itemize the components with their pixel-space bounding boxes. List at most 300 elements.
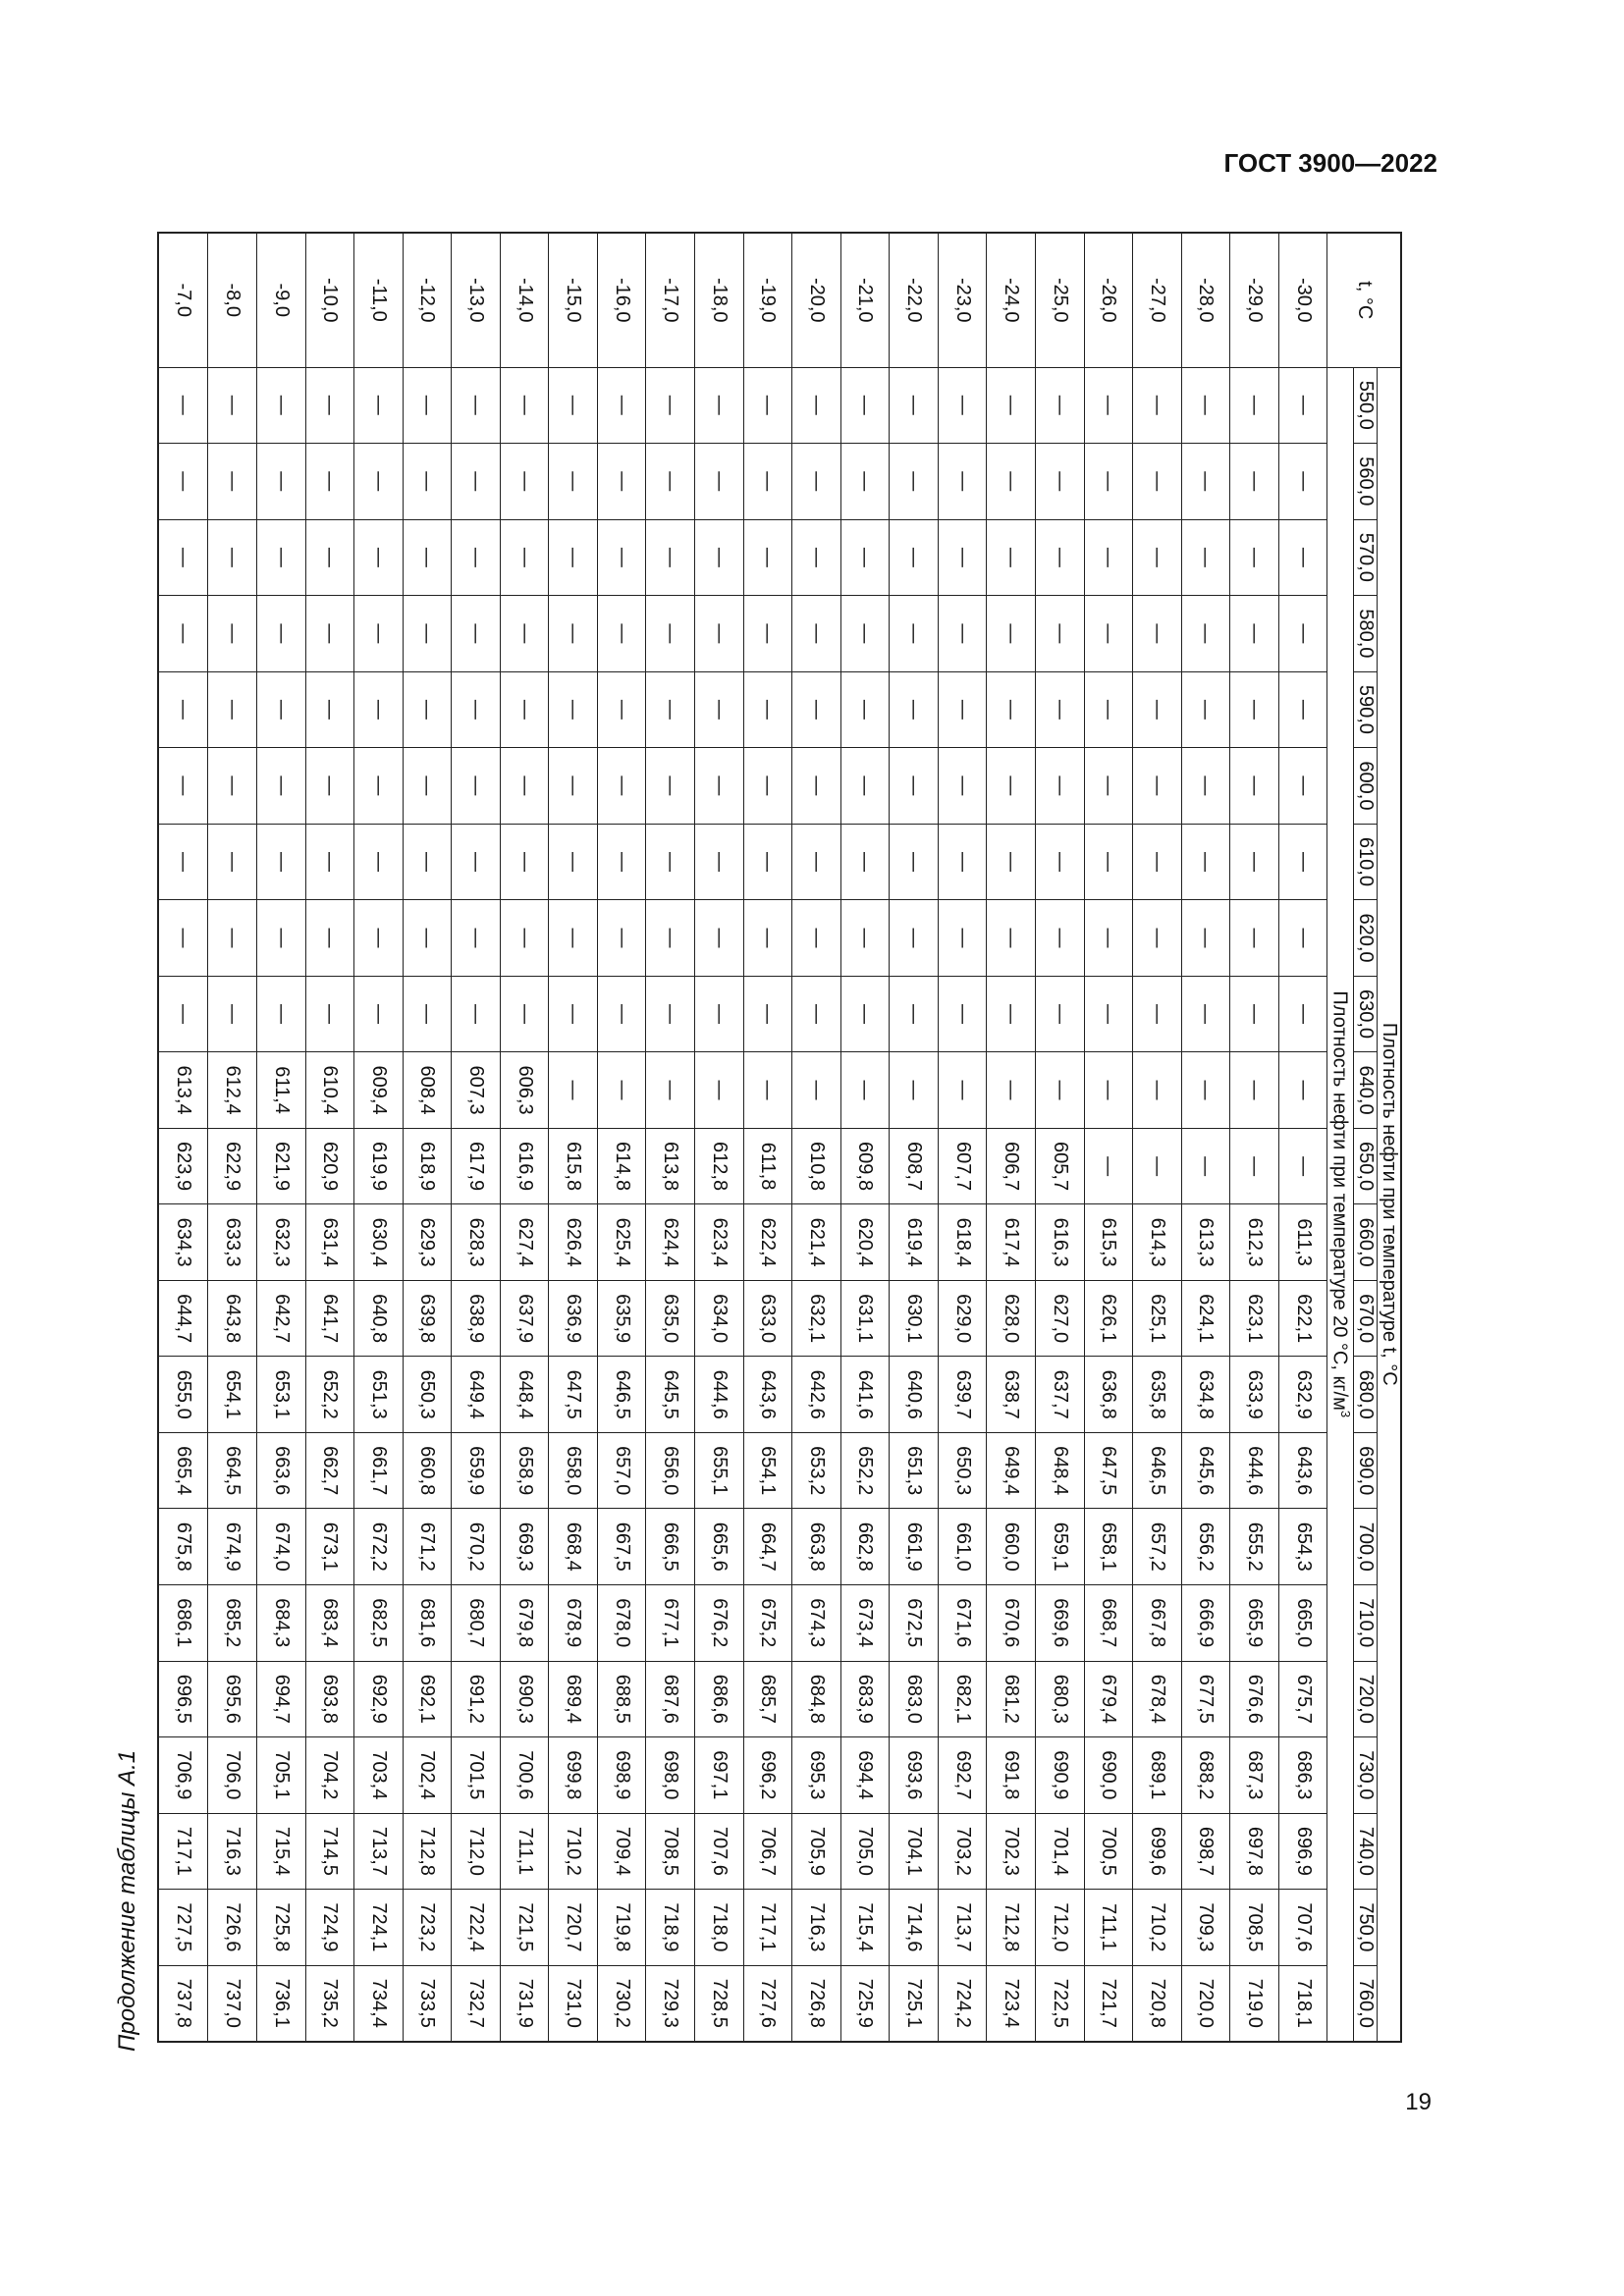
- density-cell: 671,6: [938, 1585, 987, 1662]
- table-row: [890, 233, 939, 2042]
- density-cell: —: [890, 824, 939, 900]
- density-cell: 653,2: [792, 1432, 841, 1509]
- density-cell: —: [403, 671, 452, 748]
- density-cell: —: [743, 596, 792, 672]
- density-cell: 618,9: [403, 1128, 452, 1204]
- density-cell: 605,7: [1035, 1128, 1084, 1204]
- density-cell: 617,9: [452, 1128, 501, 1204]
- density-cell: 635,0: [646, 1280, 695, 1357]
- table-row: [158, 233, 208, 2042]
- density-cell: 689,1: [1133, 1737, 1182, 1814]
- density-cell: —: [354, 748, 404, 825]
- density-cell: 728,5: [695, 1965, 744, 2042]
- density-cell: 633,3: [208, 1204, 257, 1281]
- density-cell: —: [1230, 748, 1279, 825]
- density-cell: —: [1230, 596, 1279, 672]
- table-row: [1278, 233, 1327, 2042]
- density-cell: 644,6: [1230, 1432, 1279, 1509]
- density-cell: —: [840, 1052, 890, 1129]
- density-column-header: 730,0: [1354, 1737, 1378, 1814]
- density-cell: 624,4: [646, 1204, 695, 1281]
- density-cell: 668,4: [549, 1509, 598, 1585]
- density-cell: 606,7: [987, 1128, 1036, 1204]
- density-cell: 637,9: [500, 1280, 549, 1357]
- density-cell: —: [743, 671, 792, 748]
- density-cell: —: [1035, 748, 1084, 825]
- temperature-cell: -30,0: [1278, 233, 1327, 367]
- density-cell: 692,1: [403, 1661, 452, 1737]
- density-cell: 716,3: [792, 1890, 841, 1966]
- density-cell: 722,4: [452, 1890, 501, 1966]
- density-cell: —: [158, 748, 208, 825]
- density-column-header: 670,0: [1354, 1280, 1378, 1357]
- density-cell: —: [403, 976, 452, 1052]
- density-cell: 679,4: [1084, 1661, 1133, 1737]
- density-cell: —: [1278, 367, 1327, 444]
- density-cell: 724,2: [938, 1965, 987, 2042]
- density-cell: 654,1: [208, 1357, 257, 1433]
- temperature-cell: -29,0: [1230, 233, 1279, 367]
- density-cell: —: [549, 1052, 598, 1129]
- density-cell: —: [549, 596, 598, 672]
- density-cell: 699,8: [549, 1737, 598, 1814]
- density-cell: —: [1035, 444, 1084, 520]
- density-cell: —: [597, 1052, 646, 1129]
- density-cell: —: [743, 824, 792, 900]
- density-cell: 615,3: [1084, 1204, 1133, 1281]
- density-cell: 635,8: [1133, 1357, 1182, 1433]
- density-cell: 630,1: [890, 1280, 939, 1357]
- density-cell: 678,4: [1133, 1661, 1182, 1737]
- density-cell: 683,0: [890, 1661, 939, 1737]
- density-cell: 613,4: [158, 1052, 208, 1129]
- density-cell: 658,1: [1084, 1509, 1133, 1585]
- density-cell: —: [158, 444, 208, 520]
- density-cell: —: [792, 900, 841, 977]
- temperature-cell: -22,0: [890, 233, 939, 367]
- density-cell: —: [1035, 824, 1084, 900]
- density-cell: —: [403, 596, 452, 672]
- density-cell: —: [840, 900, 890, 977]
- density-cell: 688,5: [597, 1661, 646, 1737]
- temperature-cell: -12,0: [403, 233, 452, 367]
- density-cell: —: [792, 824, 841, 900]
- density-cell: 634,3: [158, 1204, 208, 1281]
- density-cell: —: [305, 444, 354, 520]
- density-cell: —: [987, 900, 1036, 977]
- temperature-cell: -8,0: [208, 233, 257, 367]
- density-cell: —: [695, 671, 744, 748]
- density-cell: 670,6: [987, 1585, 1036, 1662]
- density-cell: —: [403, 900, 452, 977]
- density-cell: —: [1133, 671, 1182, 748]
- density-cell: —: [890, 367, 939, 444]
- density-cell: 620,4: [840, 1204, 890, 1281]
- density-cell: 714,5: [305, 1813, 354, 1890]
- density-column-header: 570,0: [1354, 519, 1378, 596]
- density-cell: 735,2: [305, 1965, 354, 2042]
- density-cell: —: [256, 444, 305, 520]
- density-cell: —: [987, 444, 1036, 520]
- density-cell: —: [208, 367, 257, 444]
- density-cell: 686,1: [158, 1585, 208, 1662]
- density-cell: 732,7: [452, 1965, 501, 2042]
- density-cell: 650,3: [938, 1432, 987, 1509]
- density-cell: 615,8: [549, 1128, 598, 1204]
- density-cell: 668,7: [1084, 1585, 1133, 1662]
- density-cell: —: [792, 748, 841, 825]
- density-cell: —: [500, 444, 549, 520]
- density-cell: 723,4: [987, 1965, 1036, 2042]
- density-cell: 657,2: [1133, 1509, 1182, 1585]
- table-row: [452, 233, 501, 2042]
- density-cell: —: [840, 976, 890, 1052]
- density-cell: —: [256, 900, 305, 977]
- density-cell: —: [549, 444, 598, 520]
- table-row: [646, 233, 695, 2042]
- density-cell: —: [792, 596, 841, 672]
- density-cell: —: [403, 444, 452, 520]
- density-cell: 707,6: [695, 1813, 744, 1890]
- density-cell: 722,5: [1035, 1965, 1084, 2042]
- density-cell: 613,3: [1181, 1204, 1230, 1281]
- density-cell: 725,9: [840, 1965, 890, 2042]
- density-cell: —: [158, 976, 208, 1052]
- density-cell: —: [987, 596, 1036, 672]
- density-cell: —: [646, 367, 695, 444]
- density-cell: 705,9: [792, 1813, 841, 1890]
- density-cell: —: [890, 519, 939, 596]
- density-cell: —: [1084, 444, 1133, 520]
- table-row: [256, 233, 305, 2042]
- density-cell: —: [1181, 444, 1230, 520]
- density-cell: —: [840, 444, 890, 520]
- density-cell: 662,7: [305, 1432, 354, 1509]
- table-row: [305, 233, 354, 2042]
- density-column-header: 620,0: [1354, 900, 1378, 977]
- density-cell: 670,2: [452, 1509, 501, 1585]
- density-cell: —: [1133, 748, 1182, 825]
- table-row: [1181, 233, 1230, 2042]
- density-cell: —: [646, 748, 695, 825]
- density-cell: —: [452, 824, 501, 900]
- density-cell: —: [792, 367, 841, 444]
- density-cell: 661,0: [938, 1509, 987, 1585]
- density-cell: —: [1181, 1128, 1230, 1204]
- density-cell: —: [1181, 900, 1230, 977]
- density-cell: 710,2: [1133, 1890, 1182, 1966]
- density-cell: 632,9: [1278, 1357, 1327, 1433]
- density-cell: 659,1: [1035, 1509, 1084, 1585]
- density-cell: 708,5: [646, 1813, 695, 1890]
- density-column-header: 710,0: [1354, 1585, 1378, 1662]
- density-cell: 666,9: [1181, 1585, 1230, 1662]
- table-row: [500, 233, 549, 2042]
- density-cell: —: [1278, 519, 1327, 596]
- density-cell: —: [1278, 824, 1327, 900]
- density-cell: —: [500, 748, 549, 825]
- density-cell: 716,3: [208, 1813, 257, 1890]
- table-row: [938, 233, 987, 2042]
- table-row: [743, 233, 792, 2042]
- density-cell: —: [938, 900, 987, 977]
- density-cell: —: [208, 748, 257, 825]
- density-cell: 694,4: [840, 1737, 890, 1814]
- density-cell: 715,4: [256, 1813, 305, 1890]
- density-cell: 712,0: [452, 1813, 501, 1890]
- density-cell: 633,0: [743, 1280, 792, 1357]
- density-cell: —: [743, 748, 792, 825]
- temperature-cell: -25,0: [1035, 233, 1084, 367]
- density-cell: —: [938, 976, 987, 1052]
- sub-header: Плотность нефти при температуре 20 °C, $кг/м^3$: [1327, 367, 1354, 2042]
- density-cell: 710,2: [549, 1813, 598, 1890]
- density-cell: 731,9: [500, 1965, 549, 2042]
- density-cell: —: [1278, 1052, 1327, 1129]
- density-cell: 723,2: [403, 1890, 452, 1966]
- density-cell: 705,1: [256, 1737, 305, 1814]
- density-cell: —: [890, 900, 939, 977]
- density-cell: —: [1230, 976, 1279, 1052]
- density-cell: 639,7: [938, 1357, 987, 1433]
- density-cell: 612,8: [695, 1128, 744, 1204]
- density-cell: —: [597, 976, 646, 1052]
- density-cell: —: [938, 596, 987, 672]
- density-column-header: 560,0: [1354, 444, 1378, 520]
- density-cell: —: [305, 596, 354, 672]
- density-cell: 696,5: [158, 1661, 208, 1737]
- density-cell: 678,9: [549, 1585, 598, 1662]
- density-cell: 687,3: [1230, 1737, 1279, 1814]
- density-cell: —: [500, 900, 549, 977]
- density-cell: —: [305, 519, 354, 596]
- density-cell: —: [256, 671, 305, 748]
- table-row: [597, 233, 646, 2042]
- density-cell: 686,6: [695, 1661, 744, 1737]
- density-cell: 646,5: [1133, 1432, 1182, 1509]
- density-cell: —: [158, 367, 208, 444]
- density-column-header: 580,0: [1354, 596, 1378, 672]
- density-cell: 678,0: [597, 1585, 646, 1662]
- density-cell: —: [1035, 367, 1084, 444]
- density-cell: —: [597, 444, 646, 520]
- temperature-cell: -14,0: [500, 233, 549, 367]
- density-cell: 704,2: [305, 1737, 354, 1814]
- density-cell: 713,7: [938, 1890, 987, 1966]
- density-cell: —: [208, 671, 257, 748]
- density-cell: —: [549, 900, 598, 977]
- density-cell: 703,4: [354, 1737, 404, 1814]
- density-header-row: [1354, 233, 1378, 2042]
- density-cell: 717,1: [743, 1890, 792, 1966]
- density-cell: 638,9: [452, 1280, 501, 1357]
- density-cell: —: [549, 671, 598, 748]
- density-cell: 708,5: [1230, 1890, 1279, 1966]
- density-cell: 721,7: [1084, 1965, 1133, 2042]
- density-column-header: 590,0: [1354, 671, 1378, 748]
- density-cell: 675,7: [1278, 1661, 1327, 1737]
- temperature-cell: -17,0: [646, 233, 695, 367]
- density-cell: 653,1: [256, 1357, 305, 1433]
- density-cell: —: [938, 1052, 987, 1129]
- density-cell: 639,8: [403, 1280, 452, 1357]
- density-cell: 636,9: [549, 1280, 598, 1357]
- density-cell: —: [354, 900, 404, 977]
- density-cell: —: [987, 976, 1036, 1052]
- density-cell: 693,8: [305, 1661, 354, 1737]
- table-row: [1035, 233, 1084, 2042]
- density-cell: 737,0: [208, 1965, 257, 2042]
- density-cell: —: [1181, 671, 1230, 748]
- density-cell: 696,9: [1278, 1813, 1327, 1890]
- density-cell: —: [1230, 900, 1279, 977]
- density-cell: 684,3: [256, 1585, 305, 1662]
- density-cell: 646,5: [597, 1357, 646, 1433]
- density-cell: —: [354, 444, 404, 520]
- density-cell: —: [695, 900, 744, 977]
- table-row: [549, 233, 598, 2042]
- density-cell: 618,4: [938, 1204, 987, 1281]
- density-cell: 632,3: [256, 1204, 305, 1281]
- density-cell: —: [305, 748, 354, 825]
- density-column-header: 550,0: [1354, 367, 1378, 444]
- density-column-header: 600,0: [1354, 748, 1378, 825]
- density-cell: —: [646, 596, 695, 672]
- density-cell: —: [840, 367, 890, 444]
- density-cell: —: [987, 748, 1036, 825]
- density-cell: —: [1035, 976, 1084, 1052]
- density-cell: —: [305, 671, 354, 748]
- density-cell: —: [890, 596, 939, 672]
- density-cell: 700,6: [500, 1737, 549, 1814]
- density-cell: —: [1230, 671, 1279, 748]
- density-cell: —: [1133, 824, 1182, 900]
- density-cell: —: [987, 367, 1036, 444]
- density-cell: —: [1181, 1052, 1230, 1129]
- density-cell: —: [452, 367, 501, 444]
- density-cell: 656,0: [646, 1432, 695, 1509]
- temperature-column-header: t, °C: [1327, 233, 1401, 367]
- density-cell: —: [1133, 900, 1182, 977]
- density-cell: 662,8: [840, 1509, 890, 1585]
- density-cell: 623,1: [1230, 1280, 1279, 1357]
- density-cell: 635,9: [597, 1280, 646, 1357]
- density-cell: —: [256, 976, 305, 1052]
- density-cell: 695,6: [208, 1661, 257, 1737]
- density-cell: 697,1: [695, 1737, 744, 1814]
- density-cell: 674,3: [792, 1585, 841, 1662]
- density-cell: 609,4: [354, 1052, 404, 1129]
- density-cell: 641,6: [840, 1357, 890, 1433]
- density-cell: —: [1084, 1052, 1133, 1129]
- density-cell: 680,3: [1035, 1661, 1084, 1737]
- density-cell: 734,4: [354, 1965, 404, 2042]
- density-cell: 643,6: [743, 1357, 792, 1433]
- density-cell: —: [646, 824, 695, 900]
- density-cell: —: [646, 444, 695, 520]
- density-cell: 644,6: [695, 1357, 744, 1433]
- density-cell: 652,2: [305, 1357, 354, 1433]
- density-cell: 689,4: [549, 1661, 598, 1737]
- density-cell: —: [452, 596, 501, 672]
- density-cell: 694,7: [256, 1661, 305, 1737]
- density-cell: 706,9: [158, 1737, 208, 1814]
- density-cell: —: [840, 824, 890, 900]
- density-cell: 619,4: [890, 1204, 939, 1281]
- density-cell: —: [452, 900, 501, 977]
- density-column-header: 630,0: [1354, 976, 1378, 1052]
- density-cell: 719,0: [1230, 1965, 1279, 2042]
- density-cell: —: [1181, 748, 1230, 825]
- density-cell: 717,1: [158, 1813, 208, 1890]
- density-cell: 711,1: [500, 1813, 549, 1890]
- density-column-header: 760,0: [1354, 1965, 1378, 2042]
- density-cell: —: [256, 596, 305, 672]
- density-cell: 630,4: [354, 1204, 404, 1281]
- density-cell: 691,8: [987, 1737, 1036, 1814]
- density-cell: 622,1: [1278, 1280, 1327, 1357]
- density-cell: —: [890, 671, 939, 748]
- density-cell: 700,5: [1084, 1813, 1133, 1890]
- density-cell: 649,4: [452, 1357, 501, 1433]
- density-cell: 629,3: [403, 1204, 452, 1281]
- table-row: [695, 233, 744, 2042]
- density-cell: 658,9: [500, 1432, 549, 1509]
- density-cell: 692,9: [354, 1661, 404, 1737]
- density-cell: 614,8: [597, 1128, 646, 1204]
- density-cell: —: [208, 519, 257, 596]
- density-cell: 616,3: [1035, 1204, 1084, 1281]
- table-row: [840, 233, 890, 2042]
- density-cell: 622,4: [743, 1204, 792, 1281]
- density-cell: 712,0: [1035, 1890, 1084, 1966]
- density-cell: —: [549, 519, 598, 596]
- density-cell: —: [305, 900, 354, 977]
- density-cell: 718,9: [646, 1890, 695, 1966]
- density-cell: 651,3: [890, 1432, 939, 1509]
- density-cell: —: [403, 748, 452, 825]
- density-cell: —: [1230, 367, 1279, 444]
- density-cell: 673,4: [840, 1585, 890, 1662]
- density-cell: 610,8: [792, 1128, 841, 1204]
- temperature-cell: -18,0: [695, 233, 744, 367]
- density-cell: 640,6: [890, 1357, 939, 1433]
- density-table-container: [157, 232, 1402, 2043]
- density-cell: 655,1: [695, 1432, 744, 1509]
- density-cell: 686,3: [1278, 1737, 1327, 1814]
- density-cell: 725,8: [256, 1890, 305, 1966]
- density-cell: —: [354, 596, 404, 672]
- density-table: [157, 232, 1402, 2043]
- density-cell: —: [500, 519, 549, 596]
- density-cell: —: [158, 900, 208, 977]
- density-cell: 626,4: [549, 1204, 598, 1281]
- density-cell: —: [840, 519, 890, 596]
- density-cell: 715,4: [840, 1890, 890, 1966]
- density-cell: —: [1035, 900, 1084, 977]
- temperature-cell: -24,0: [987, 233, 1036, 367]
- density-cell: —: [158, 671, 208, 748]
- density-cell: —: [1181, 976, 1230, 1052]
- density-cell: 667,5: [597, 1509, 646, 1585]
- density-cell: 655,0: [158, 1357, 208, 1433]
- density-cell: —: [1133, 367, 1182, 444]
- density-cell: —: [1230, 1052, 1279, 1129]
- density-cell: 698,9: [597, 1737, 646, 1814]
- density-cell: 665,9: [1230, 1585, 1279, 1662]
- density-column-header: 640,0: [1354, 1052, 1378, 1129]
- density-cell: —: [695, 1052, 744, 1129]
